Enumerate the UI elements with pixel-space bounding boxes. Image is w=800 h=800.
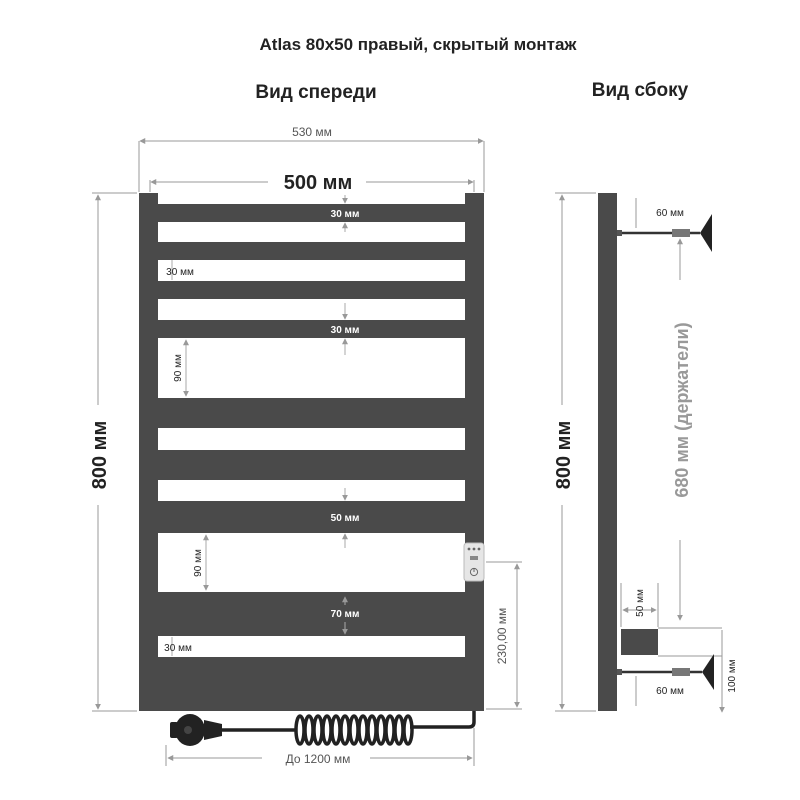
crossbar-2	[158, 242, 465, 260]
crossbar-1	[158, 204, 465, 222]
gap-left-90b-label: 90 мм	[193, 549, 204, 577]
left-upright	[139, 193, 158, 711]
front-view	[86, 125, 522, 766]
side-upright	[598, 193, 617, 711]
coiled-cable-icon	[296, 716, 412, 744]
controller-height-label: 230,00 мм	[495, 607, 509, 665]
crossbar-5	[158, 398, 465, 428]
bottom-wall-holder	[617, 654, 714, 690]
top-wall-holder	[617, 214, 712, 252]
controller-panel	[464, 543, 484, 581]
crossbar-4	[158, 320, 465, 338]
gap-left-90a-label: 90 мм	[173, 354, 184, 382]
side-height-label: 800 мм	[553, 420, 575, 490]
gap-left-30b-label: 30 мм	[164, 643, 192, 654]
front-view-heading: Вид спереди	[255, 82, 377, 103]
crossbar-3	[158, 281, 465, 299]
width-inner-label: 500 мм	[283, 172, 353, 194]
holders-label: 680 мм (держатели)	[672, 322, 692, 498]
wall-height-label: 100 мм	[727, 659, 738, 693]
display-icon	[470, 556, 478, 560]
bar7-label: 50 мм	[330, 513, 360, 524]
side-view-heading: Вид сбоку	[591, 80, 689, 101]
depth-block	[621, 629, 658, 655]
bar1-label: 30 мм	[330, 209, 360, 220]
crossbar-9	[158, 657, 465, 711]
crossbar-6	[158, 450, 465, 480]
right-upright	[465, 193, 484, 711]
side-view	[550, 193, 738, 712]
crossbar-7	[158, 501, 465, 533]
bar8-label: 70 мм	[330, 609, 360, 620]
plug-icon	[170, 714, 222, 746]
width-outer-label: 530 мм	[292, 125, 332, 139]
height-label: 800 мм	[89, 420, 111, 490]
gap-left-30-label: 30 мм	[166, 267, 194, 278]
bar4-label: 30 мм	[330, 325, 360, 336]
cable-length-label: До 1200 мм	[285, 752, 351, 766]
page-title: Atlas 80x50 правый, скрытый монтаж	[259, 35, 577, 54]
depth-label: 50 мм	[635, 589, 646, 617]
crossbar-8	[158, 592, 465, 636]
offset-bottom-label: 60 мм	[656, 686, 684, 697]
power-cable	[170, 711, 474, 746]
offset-top-label: 60 мм	[656, 208, 684, 219]
